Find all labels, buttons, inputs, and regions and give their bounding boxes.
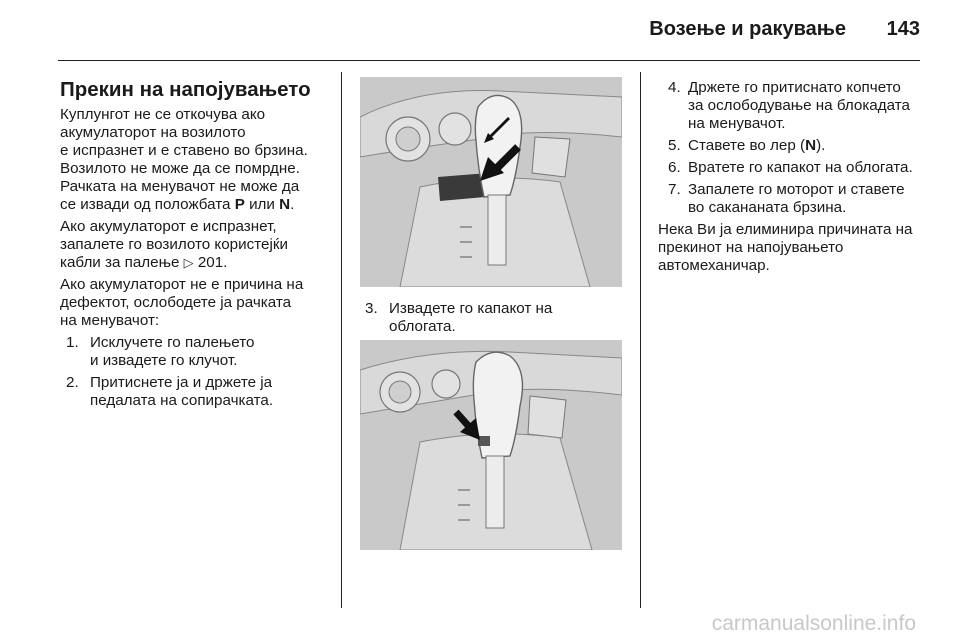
text-line: педалата на сопирачката. (90, 392, 274, 409)
page-number: 143 (886, 18, 920, 40)
text-line: Нека Ви ја елиминира причината на (658, 221, 913, 238)
step-1 (66, 334, 336, 370)
closing-note (658, 221, 920, 275)
text-line: Притиснете ја и држете ја (90, 374, 273, 391)
text-segment: Ставете во лер ( (688, 137, 806, 154)
text-line: Држете го притиснато копчето (688, 79, 901, 96)
text-line: и извадете го клучот. (90, 352, 238, 369)
text-line: запалете го возилото користејќи (60, 236, 288, 253)
left-column (60, 78, 336, 414)
text-line: Извадете го капакот на (389, 300, 553, 317)
text-line: во сакананата брзина. (688, 199, 847, 216)
page-reference[interactable]: 201. (193, 254, 228, 271)
gear-lever-drawing (360, 340, 622, 550)
text-line: прекинот на напојувањето (658, 239, 844, 256)
step-5 (664, 137, 920, 155)
paragraph-1 (60, 106, 336, 214)
text-line: Запалете го моторот и ставете (688, 181, 905, 198)
text-segment: кабли за палење (60, 254, 184, 271)
column-divider-left (341, 72, 342, 608)
step-number: 6. (668, 159, 681, 176)
gear-lever-illustration-1 (360, 77, 622, 287)
step-number: 2. (66, 374, 79, 391)
step-number: 4. (668, 79, 681, 96)
step-3 (365, 300, 627, 336)
text-line (688, 137, 920, 155)
gear-position-n: N (805, 137, 817, 154)
paragraph-2 (60, 218, 336, 272)
column-divider-right (640, 72, 641, 608)
step-4 (664, 79, 920, 133)
gear-lever-illustration-2 (360, 340, 622, 550)
text-line: Ако акумулаторот е испразнет, (60, 218, 277, 235)
text-line: Вратете го капакот на облогата. (688, 159, 913, 176)
step-2 (66, 374, 336, 410)
text-line: акумулаторот на возилото (60, 124, 246, 141)
gear-position-n: N (279, 196, 291, 213)
text-segment: или (244, 196, 280, 213)
text-line: Ако акумулаторот не е причина на (60, 276, 304, 293)
step-6 (664, 159, 920, 177)
text-line (60, 196, 336, 214)
text-line: Возилото не може да се помрдне. (60, 160, 300, 177)
page-header (0, 18, 960, 50)
right-column (658, 79, 920, 279)
paragraph-3 (60, 276, 336, 330)
text-line: дефектот, ослободете ја рачката (60, 294, 292, 311)
step-number: 7. (668, 181, 681, 198)
gear-position-p: P (234, 196, 245, 213)
chapter-title: Возење и ракување (649, 18, 846, 40)
step-7 (664, 181, 920, 217)
watermark: carmanualsonline.info (711, 612, 916, 635)
text-line: Рачката на менувачот не може да (60, 178, 300, 195)
step-number: 5. (668, 137, 681, 154)
text-line (60, 254, 336, 272)
text-segment: ). (816, 137, 826, 154)
text-line: автомеханичар. (658, 257, 770, 274)
text-segment: се извади од положбата (60, 196, 235, 213)
text-line: е испразнет и е ставено во брзина. (60, 142, 308, 159)
step-number: 1. (66, 334, 79, 351)
page-reference-arrow-icon[interactable]: ▷ (183, 255, 194, 270)
text-segment: . (290, 196, 295, 213)
header-rule (58, 60, 920, 61)
text-line: Куплунгот не се откочува ако (60, 106, 266, 123)
section-heading: Прекин на напојувањето (60, 78, 311, 101)
text-line: на менувачот. (688, 115, 786, 132)
text-line: Исклучете го палењето (90, 334, 255, 351)
text-line: на менувачот: (60, 312, 160, 329)
text-line: за ослободување на блокадата (688, 97, 910, 114)
step-number: 3. (365, 300, 378, 317)
text-line: облогата. (389, 318, 456, 335)
gear-lever-drawing (360, 77, 622, 287)
